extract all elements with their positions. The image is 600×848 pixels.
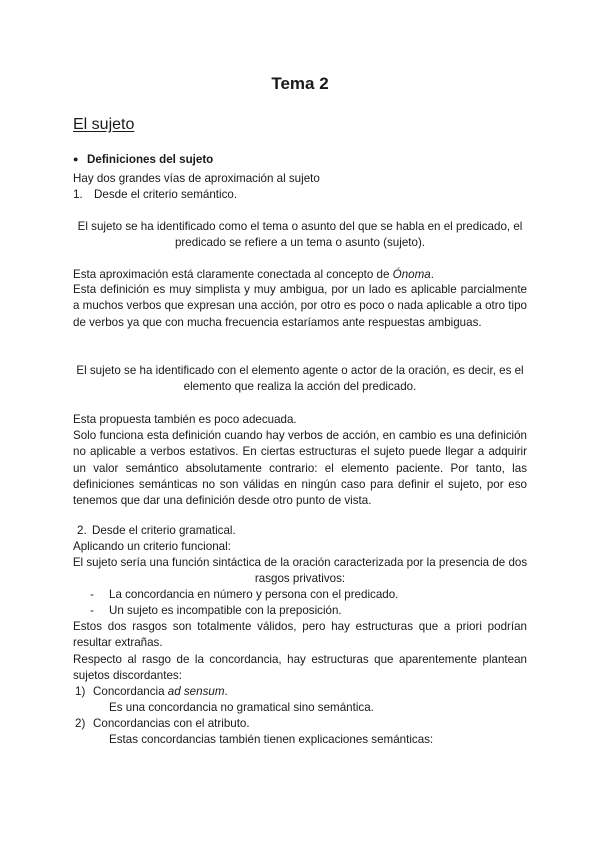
definition-quote-1: El sujeto se ha identificado como el tema o asunto del que se habla en el predicado, el predicado se refiere a un tema o asunto (sujeto). [77,220,523,250]
dash-item-text: Un sujeto es incompatible con la preposición. [109,604,342,617]
item-number: 2. [77,524,87,537]
sub-item-1 [75,684,228,700]
item-text: Desde el criterio gramatical. [92,524,236,537]
paragraph-rasgos-validos: Estos dos rasgos son totalmente válidos, pero hay estructuras que a priori podrían resultar extrañas. [73,620,527,650]
paragraph-simplista: Esta definición es muy simplista y muy ambigua, por un lado es aplicable parcialmente a muchos verbos que expresan una acción, por otro es poco o nada aplicable a otro tipo de verbos ya que con mucha frecuencia estaríamos ante respuestas ambiguas. [73,283,527,329]
dash-item [90,587,398,603]
sub-item-number: 1) [75,685,86,698]
section-heading: El sujeto [73,116,135,133]
bullet-heading [73,151,213,168]
term-onoma: Ónoma [392,268,431,281]
paragraph-onoma [73,267,434,283]
sub-item-2-detail: Estas concordancias también tienen explicaciones semánticas: [109,733,434,746]
bullet-marker: ● [73,154,79,164]
numbered-item-2 [77,523,236,539]
term-ad-sensum: ad sensum [167,685,225,698]
item-text: Desde el criterio semántico. [94,188,238,201]
paragraph-onoma-suffix: . [430,268,434,281]
paragraph-propuesta: Esta propuesta también es poco adecuada. [73,413,297,426]
dash-item [90,603,342,619]
dash-item-text: La concordancia en número y persona con el predicado. [109,588,399,601]
intro-text: Hay dos grandes vías de aproximación al sujeto [73,172,320,185]
page-title: Tema 2 [271,74,329,93]
item-number: 1. [73,188,83,201]
paragraph-verbos-accion: Solo funciona esta definición cuando hay verbos de acción, en cambio es una definición no aplicable a verbos estativos. En ciertas estructuras el sujeto puede llegar a adquirir un valor semántico absolutamente contrario: el elemento paciente. Por tanto, las definiciones semánticas no son válidas en ningún caso para definir el sujeto, por eso tenemos que dar una definición desde otro punto de vista. [73,429,527,508]
dash-marker: - [90,604,94,617]
sub-item-prefix: Concordancia [93,685,168,698]
numbered-item-1 [73,187,237,203]
sub-item-suffix: . [224,685,228,698]
paragraph-concordancia: Respecto al rasgo de la concordancia, hay estructuras que aparentemente plantean sujetos discordantes: [73,653,527,683]
dash-marker: - [90,588,94,601]
bullet-heading-text: Definiciones del sujeto [87,153,214,166]
sub-item-text: Concordancias con el atributo. [93,717,250,730]
sub-item-1-detail: Es una concordancia no gramatical sino semántica. [109,701,374,714]
definition-quote-2: El sujeto se ha identificado con el elemento agente o actor de la oración, es decir, es el elemento que realiza la acción del predicado. [76,364,524,394]
paragraph-onoma-prefix: Esta aproximación está claramente conectada al concepto de [73,268,393,281]
paragraph-criterio-funcional: Aplicando un criterio funcional: [73,540,231,553]
sub-item-2 [75,716,250,732]
definition-quote-3: El sujeto sería una función sintáctica de la oración caracterizada por la presencia de dos rasgos privativos: [72,556,528,586]
sub-item-number: 2) [75,717,86,730]
